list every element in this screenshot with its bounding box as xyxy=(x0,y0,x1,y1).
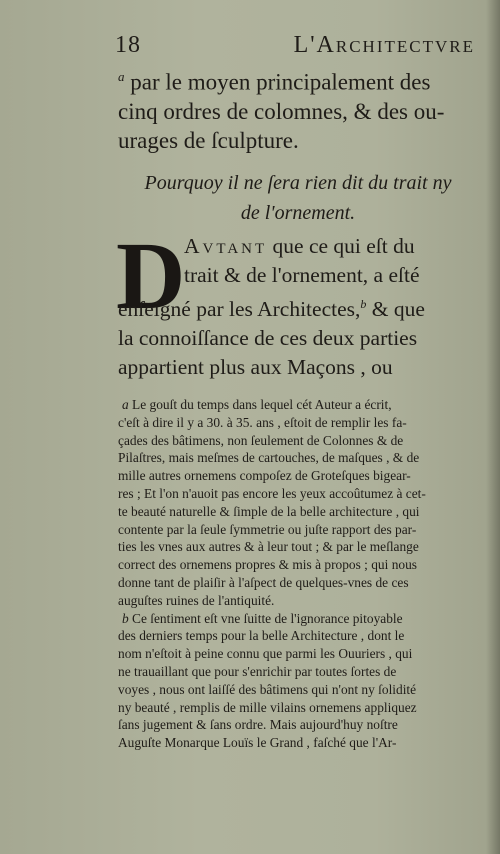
body-line: enſeigné par les Architectes,$^b$ & que xyxy=(118,297,425,322)
footnote-line: çades des bâtimens, non ſeulement de Colonnes & de xyxy=(118,432,404,448)
footnote-line: Auguſte Monarque Louïs le Grand , faſché que l'Ar- xyxy=(118,735,397,751)
footnote-line: ny beauté , remplis de mille vilains ornemens appliquez xyxy=(118,699,417,715)
footnote-line: c'eſt à dire il y a 30. à 35. ans , eſtoit de remplir les fa- xyxy=(118,414,407,430)
footnote-mark: b xyxy=(360,297,367,311)
footnote-line: ties les vnes aux autres & à leur tout ; & par le meſlange xyxy=(118,539,419,555)
section-heading xyxy=(118,168,478,228)
body-line: trait & de l'ornement, a eſté xyxy=(184,263,420,287)
body-line: appartient plus aux Maçons , ou xyxy=(118,355,393,380)
footnote-line: ne trauaillant que pour s'enrichir par toutes ſortes de xyxy=(118,663,397,679)
footnote-line: a Le gouſt du temps dans lequel cét Auteur a écrit, xyxy=(122,397,392,412)
footnote-mark: a xyxy=(122,397,129,412)
intro-line: urages de ſculpture. xyxy=(118,127,299,153)
running-header xyxy=(115,32,475,59)
footnote-line: donne tant de plaiſir à l'aſpect de quelques-vnes de ces xyxy=(118,574,409,590)
opening-small-caps: Avtant xyxy=(184,234,268,258)
footnotes xyxy=(118,396,480,752)
page-number: 18 xyxy=(115,32,141,58)
footnote-line: auguſtes ruines de l'antiquité. xyxy=(118,592,275,608)
footnote-line: correct des ornemens propres & mis à propos ; qui nous xyxy=(118,557,417,573)
footnote-line: te beauté naturelle & ſimple de la belle architecture , qui xyxy=(118,503,420,519)
body-paragraph xyxy=(116,222,478,382)
footnote-mark: a xyxy=(118,69,125,84)
footnote-mark: b xyxy=(122,610,129,626)
body-line: la connoiſſance de ces deux parties xyxy=(118,326,418,351)
intro-paragraph xyxy=(118,62,478,155)
footnote-b xyxy=(118,610,480,752)
heading-line: de l'ornement. xyxy=(240,202,356,224)
footnote-line: mille autres ornemens compoſez de Groteſques bigear- xyxy=(118,468,411,484)
heading-line: Pourquoy il ne ſera rien dit du trait ny xyxy=(144,172,452,194)
footnote-line: Pilaſtres, mais meſmes de cartouches, de maſques , & de xyxy=(118,450,420,466)
intro-line: cinq ordres de colomnes, & des ou- xyxy=(118,98,445,124)
footnote-line: des derniers temps pour la belle Architecture , dont le xyxy=(118,628,405,644)
footnote-line: res ; Et l'on n'auoit pas encore les yeux accoûtumez à cet- xyxy=(118,485,426,501)
body-line: Avtant que ce qui eſt du xyxy=(184,234,415,258)
running-title: L'Architectvre xyxy=(293,32,475,58)
footnote-line: contente par la ſeule ſymmetrie ou juſte rapport des par- xyxy=(118,521,417,537)
drop-capital: D xyxy=(116,222,186,329)
footnote-line: voyes , nous ont laiſſé des bâtimens qui n'ont ny ſolidité xyxy=(118,681,417,697)
footnote-a xyxy=(118,396,480,610)
intro-line: $^a$ par le moyen principalement des xyxy=(118,69,431,95)
footnote-line: ſans jugement & ſans ordre. Mais aujourd'huy noſtre xyxy=(118,717,398,733)
page-edge-shadow xyxy=(486,0,500,854)
footnote-line: nom n'eſtoit à peine connu que parmi les Ouuriers , qui xyxy=(118,646,413,662)
footnote-line: b Ce ſentiment eſt vne ſuitte de l'ignorance pitoyable xyxy=(122,610,403,626)
